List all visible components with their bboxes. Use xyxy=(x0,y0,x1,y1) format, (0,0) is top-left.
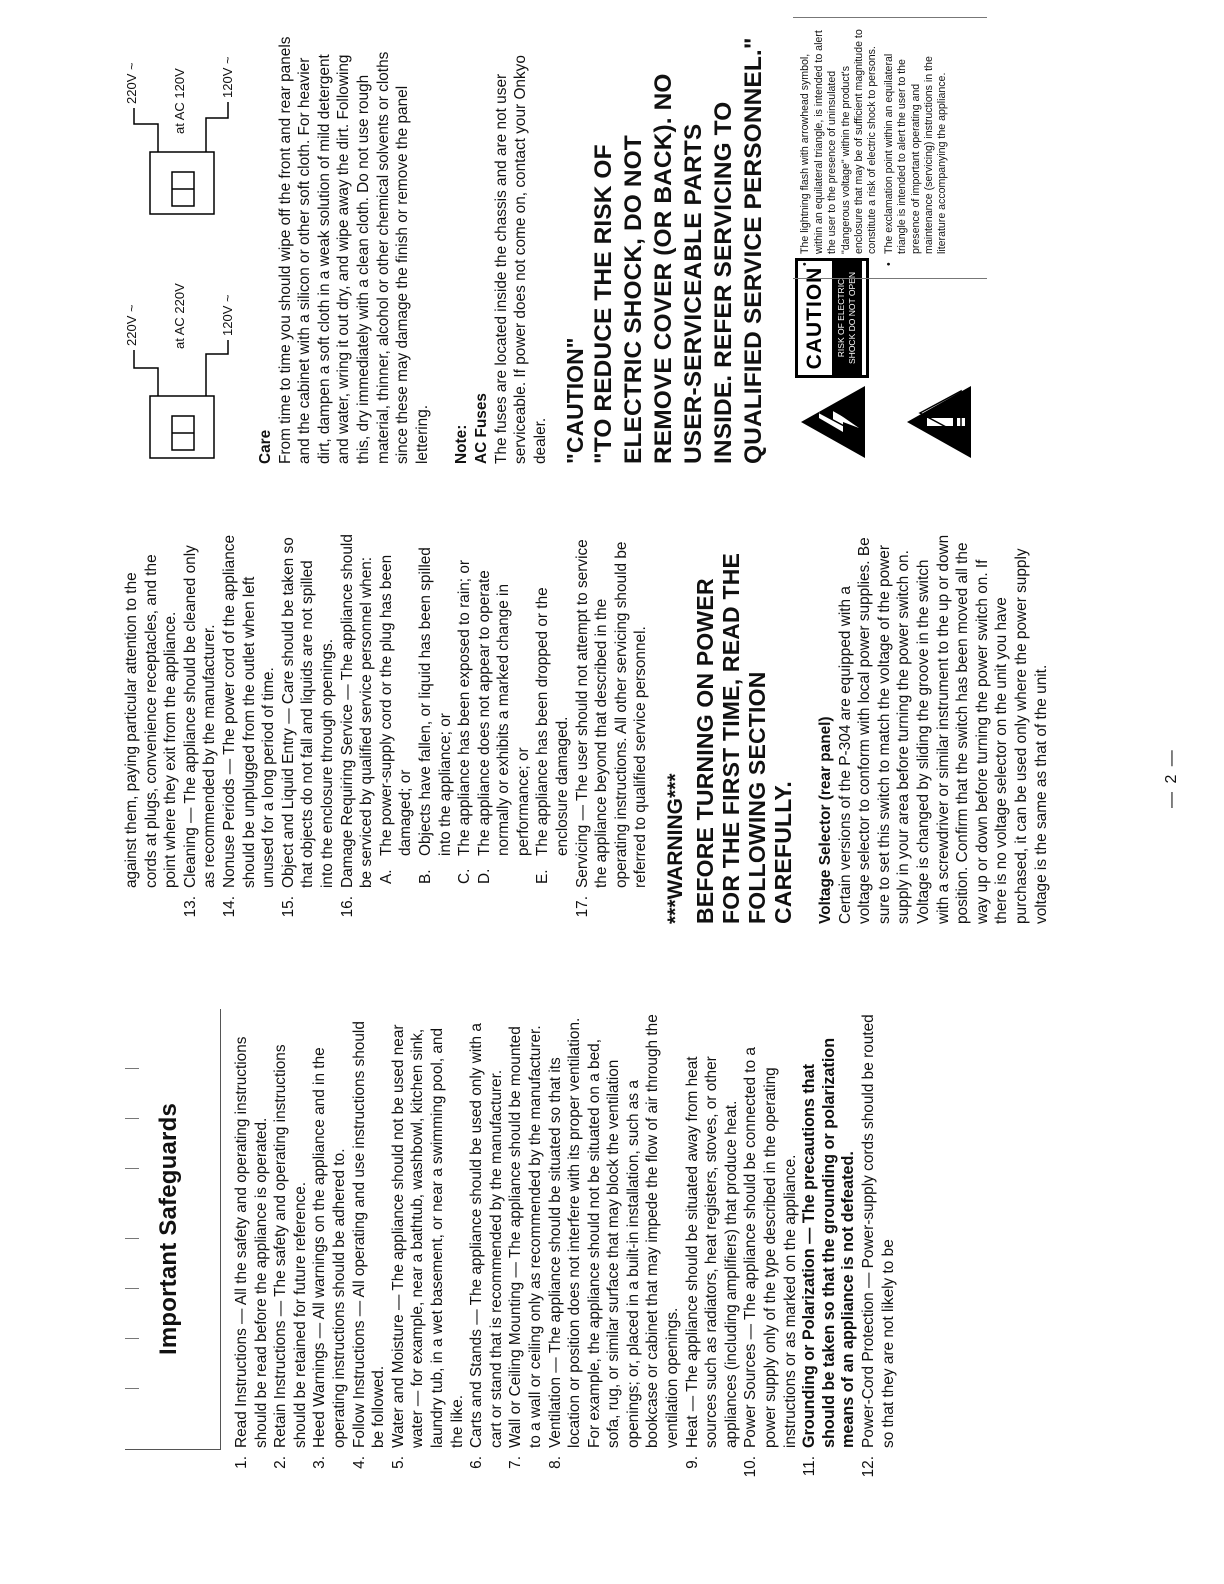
safeguard-12-continuation: against them, paying particular attention to the cords at plugs, convenience receptacles, and the point where they exit from the appliance. xyxy=(123,554,180,888)
caution-heading: "CAUTION" xyxy=(562,337,589,464)
safeguard-item: 16 . Damage Requiring Service — The appliance should be serviced by qualified service personnel when: A . The power-supply cord or the plug has been damaged; or B . Objects have fallen, or liquid has been spilled into the appliance; or C . The appliance has been exposed to rain; or D . The appliance does not appear to operate normally or exhibits a marked change in performance; or E . The appliance has been dropped or the enclosure damaged. xyxy=(338,534,573,924)
safeguard-item: 7 . Wall or Ceiling Mounting — The appliance should be mounted to a wall or ceiling only as recommended by the manufacturer. xyxy=(506,1014,545,1484)
safeguard-item: 14 . Nonuse Periods — The power cord of the appliance should be unplugged from the outlet when left unused for a long period of time. xyxy=(220,534,279,924)
exclamation-outline-icon xyxy=(917,388,965,438)
care-text: From time to time you should wipe off the front and rear panels and the cabinet with a silicon or other soft cloth. For heavier dirt, dampen a soft cloth in a weak solution of mild detergent and water, wring it out dry, and wipe away the dirt. Following this, dry immediately with a clean cloth. Do not use rough material, thinner, alcohol or other chemical solvents or cloths since these may damage the finish or remove the panel lettering. xyxy=(276,36,431,464)
note-heading: Note: xyxy=(453,424,471,464)
page-title: Important Safeguards xyxy=(155,1102,182,1356)
ac-fuses-text: The fuses are located inside the chassis and are not user serviceable. If power does not come on, contact your Onkyo dealer. xyxy=(492,55,549,464)
voltage-selector-heading: Voltage Selector (rear panel) xyxy=(817,716,835,924)
lightning-outline-icon xyxy=(817,388,865,438)
diagram-left-caption: at AC 220V xyxy=(172,283,187,349)
voltage-selector-text: Certain versions of the P-304 are equipped with a voltage selector to conform with local power supplies. Be sure to set this switch to match the voltage of the power supply in your area before turning the power switch on. Voltage is changed by sliding the groove in the switch with a screwdriver or similar instrument to the up or down position. Confirm that the switch has been moved all the way up or down before turning the power switch on. If there is no voltage selector on the unit you have purchased, it can be used only where the power supply voltage is the same as that of the unit. xyxy=(836,534,1050,924)
safeguard-item: 12 . Power-Cord Protection — Power-supply cords should be routed so that they are not likely to be xyxy=(859,1014,898,1484)
warning-symbols xyxy=(785,29,991,464)
safeguard-item: 11 . Grounding or Polarization — The precautions that should be taken so that the grounding or polarization means of an appliance is not defeated. xyxy=(800,1014,859,1484)
safeguards-list-continued xyxy=(181,534,651,924)
symbol-note: • The lightning flash with arrowhead symbol, within an equilateral triangle, is intended to alert the user to the presence of uninsulated "dangerous voltage" within the product's enclosure that may be of sufficient magnitude to constitute a risk of electric shock to persons. xyxy=(799,26,879,266)
safeguard-item: 1 . Read Instructions — All the safety and operating instructions should be read before the appliance is operated. xyxy=(232,1014,271,1484)
page-number: — 2 — xyxy=(1163,748,1180,808)
warning-text: BEFORE TURNING ON POWER FOR THE FIRST TIME, READ THE FOLLOWING SECTION CAREFULLY. xyxy=(692,552,797,924)
caution-label: CAUTION RISK OF ELECTRIC SHOCK DO NOT OPEN xyxy=(795,258,869,378)
safeguards-column-2 xyxy=(122,534,1051,924)
safeguard-item: 6 . Carts and Stands — The appliance should be used only with a cart or stand that is recommended by the manufacturer. xyxy=(467,1014,506,1484)
symbol-explanation-box xyxy=(793,17,987,279)
diagram-right-top-label: 220V ~ xyxy=(124,62,139,104)
safeguard-item: 10 . Power Sources — The appliance should be connected to a power supply only of the type described in the operating instructions or as marked on the appliance. xyxy=(741,1014,800,1484)
safeguard-item: 15 . Object and Liquid Entry — Care should be taken so that objects do not fall and liquids are not spilled into the enclosure through openings. xyxy=(279,534,338,924)
ac-fuses-heading: AC Fuses xyxy=(472,393,490,464)
warning-heading: ***WARNING*** xyxy=(664,773,688,924)
voltage-diagrams xyxy=(120,34,248,464)
safeguard-item: 5 . Water and Moisture — The appliance should not be used near water — for example, near a bathtub, washbowl, kitchen sink, laundry tub, in a wet basement, or near a swimming pool, and the like. xyxy=(389,1014,467,1484)
safeguard-item: 2 . Retain Instructions — The safety and operating instructions should be retained for future reference. xyxy=(271,1014,310,1484)
safeguards-list xyxy=(232,1014,898,1484)
care-column xyxy=(120,29,991,464)
safeguard-item: 4 . Follow Instructions — All operating and use instructions should be followed. xyxy=(350,1014,389,1484)
diagram-right-bottom-label: 120V ~ xyxy=(220,56,235,98)
symbol-note: • The exclamation point within an equilateral triangle is intended to alert the user to the presence of important operating and maintenance (servicing) instructions in the literature accompanying the appliance. xyxy=(883,26,950,266)
damage-sub-item: D . The appliance does not appear to operate normally or exhibits a marked change in performance; or xyxy=(475,534,534,888)
damage-sub-list xyxy=(377,534,573,888)
caution-text: "TO REDUCE THE RISK OF ELECTRIC SHOCK, DO NOT REMOVE COVER (OR BACK). NO USER-SERVICEABLE PARTS INSIDE. REFER SERVICING TO QUALIFIED SERVICE PERSONNEL." xyxy=(590,37,768,464)
damage-sub-item: B . Objects have fallen, or liquid has been spilled into the appliance; or xyxy=(416,534,455,888)
damage-sub-item: C . The appliance has been exposed to rain; or xyxy=(455,534,475,888)
safeguard-item: 17 . Servicing — The user should not attempt to service the appliance beyond that described in the operating instructions. All other servicing should be referred to qualified service personnel. xyxy=(573,534,651,924)
damage-sub-item: E . The appliance has been dropped or the enclosure damaged. xyxy=(533,534,572,888)
diagram-left-bottom-label: 120V ~ xyxy=(220,294,235,336)
diagram-right-caption: at AC 120V xyxy=(172,68,187,134)
safeguard-item: 8 . Ventilation — The appliance should be situated so that its location or position does not interfere with its proper ventilation. For example, the appliance should not be situated on a bed, sofa, rug, or similar surface that may block the ventilation openings; or, placed in a built-in installation, such as a bookcase or cabinet that may impede the flow of air through the ventilation openings. xyxy=(546,1014,683,1484)
safeguard-item: 13 . Cleaning — The appliance should be cleaned only as recommended by the manufacturer. xyxy=(181,534,220,924)
safeguard-item: 3 . Heed Warnings — All warnings on the appliance and in the operating instructions should be adhered to. xyxy=(310,1014,349,1484)
safeguard-item: 9 . Heat — The appliance should be situated away from heat sources such as radiators, heat registers, stoves, or other appliances (including amplifiers) that produce heat. xyxy=(683,1014,742,1484)
symbol-notes-list xyxy=(799,26,952,266)
safeguards-column-1 xyxy=(232,1014,898,1484)
care-heading: Care xyxy=(257,429,274,464)
damage-sub-item: A . The power-supply cord or the plug has been damaged; or xyxy=(377,534,416,888)
diagram-left-top-label: 220V ~ xyxy=(124,304,139,346)
